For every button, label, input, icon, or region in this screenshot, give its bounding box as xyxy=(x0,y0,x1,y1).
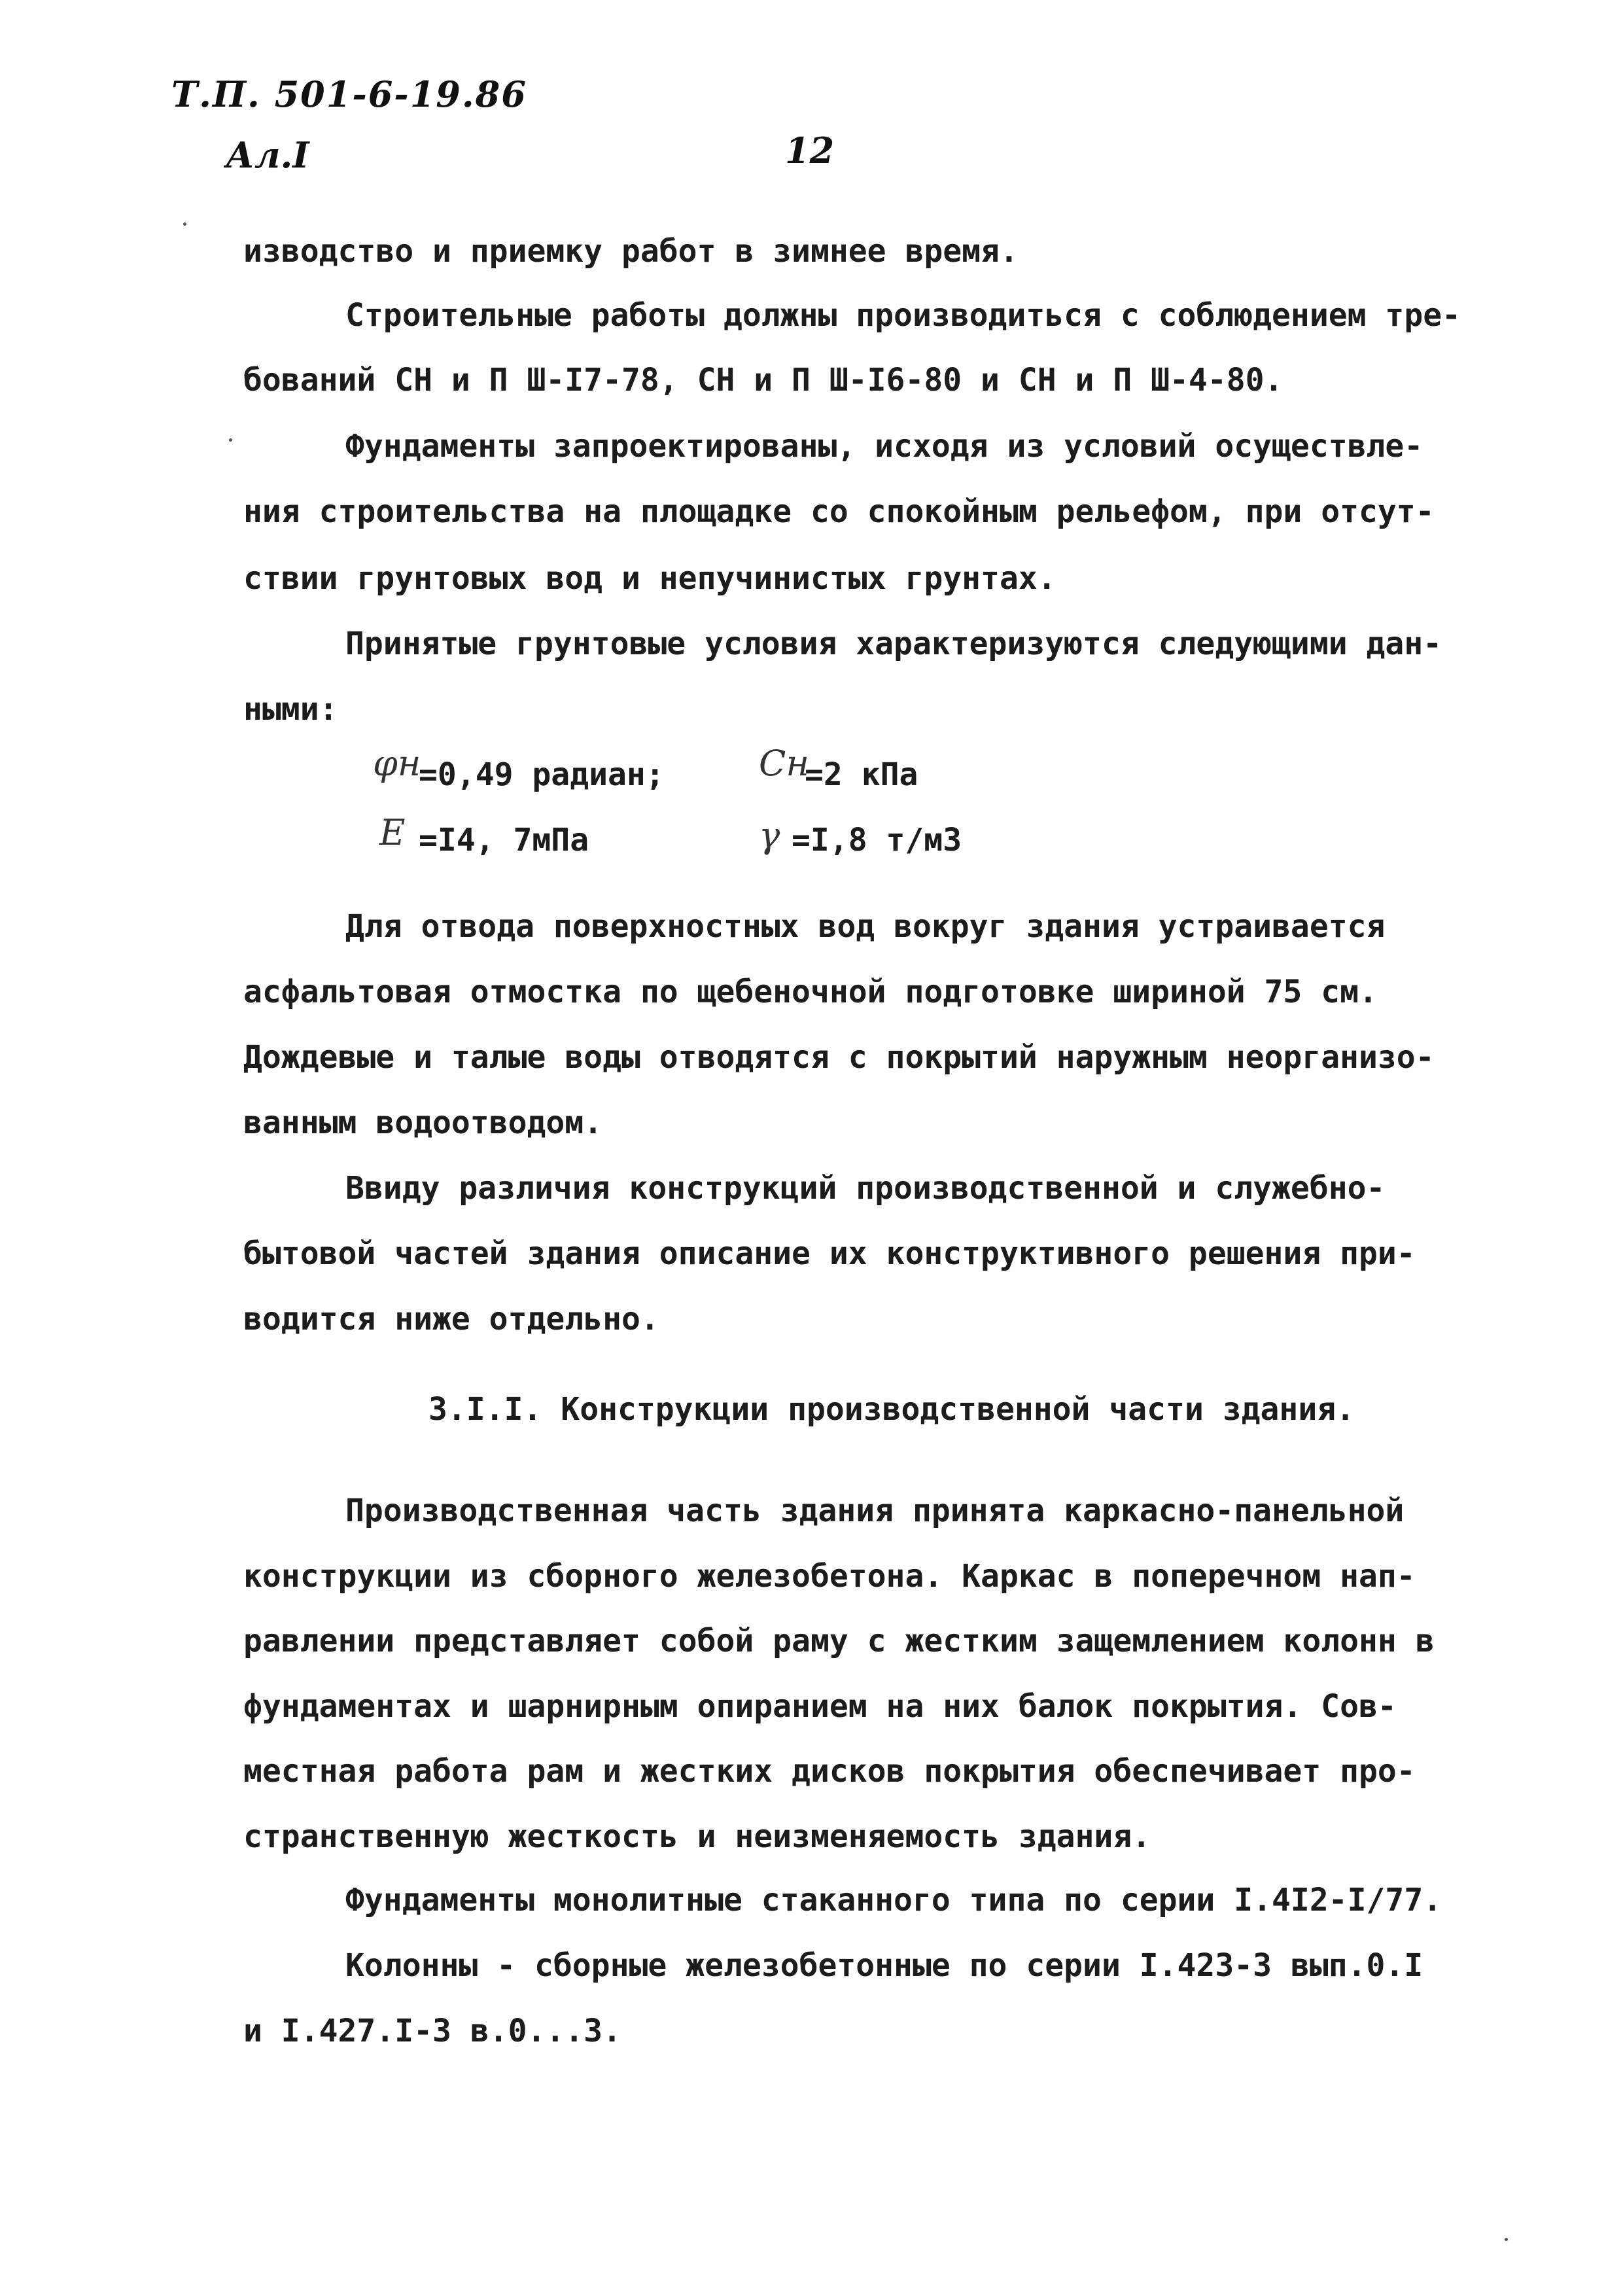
text-line: бований СН и П Ш-I7-78, СН и П Ш-I6-80 и СН и П Ш-4-80. xyxy=(243,362,1283,398)
text-line: Производственная часть здания принята каркасно-панельной xyxy=(345,1492,1405,1529)
text-line: Для отвода поверхностных вод вокруг здания устраивается xyxy=(345,908,1386,945)
text-line: ствии грунтовых вод и непучинистых грунтах. xyxy=(243,560,1056,597)
gamma-symbol: γ xyxy=(759,815,780,856)
e-symbol: Е xyxy=(379,812,406,853)
text-line: Фундаменты запроектированы, исходя из условий осуществле- xyxy=(345,428,1423,465)
text-line: конструкции из сборного железобетона. Каркас в поперечном нап- xyxy=(243,1558,1416,1595)
text-line: местная работа рам и жестких дисков покрытия обеспечивает про- xyxy=(243,1753,1416,1790)
text-line: странственную жесткость и неизменяемость здания. xyxy=(243,1818,1151,1855)
e-value: =I4, 7мПа xyxy=(419,822,589,858)
text-line: бытовой частей здания описание их конструктивного решения при- xyxy=(243,1235,1416,1272)
document-code: Т.П. 501-6-19.86 xyxy=(171,73,527,115)
phi-symbol: φн xyxy=(373,743,421,784)
text-line: ванным водоотводом. xyxy=(243,1104,603,1141)
text-line: Дождевые и талые воды отводятся с покрытий наружным неорганизо- xyxy=(243,1039,1435,1076)
text-line: Фундаменты монолитные стаканного типа по серии I.4I2-I/77. xyxy=(345,1882,1442,1918)
scan-speck xyxy=(1505,2238,1508,2241)
phi-value: =0,49 радиан; xyxy=(419,756,665,793)
text-line: ния строительства на площадке со спокойным рельефом, при отсут- xyxy=(243,493,1435,530)
scan-speck xyxy=(229,438,232,442)
text-line: изводство и приемку работ в зимнее время. xyxy=(243,233,1019,270)
text-line: фундаментах и шарнирным опиранием на них балок покрытия. Сов- xyxy=(243,1688,1397,1725)
section-heading: 3.I.I. Конструкции производственной части здания. xyxy=(428,1391,1355,1428)
text-line: Колонны - сборные железобетонные по серии I.423-3 вып.0.I xyxy=(345,1947,1423,1984)
text-line: Принятые грунтовые условия характеризуются следующими дан- xyxy=(345,626,1442,662)
text-line: Ввиду различия конструкций производственной и служебно- xyxy=(345,1170,1386,1207)
text-line: равлении представляет собой раму с жестким защемлением колонн в xyxy=(243,1623,1435,1659)
text-line: асфальтовая отмостка по щебеночной подготовке шириной 75 см. xyxy=(243,974,1378,1010)
page-number: 12 xyxy=(785,130,835,171)
text-line: ными: xyxy=(243,691,338,728)
text-line: и I.427.I-3 в.0...3. xyxy=(243,2013,621,2049)
text-line: Строительные работы должны производиться с соблюдением тре- xyxy=(345,297,1461,334)
text-line: водится ниже отдельно. xyxy=(243,1301,659,1337)
gamma-value: =I,8 т/м3 xyxy=(792,822,962,858)
sheet-label: Ал.I xyxy=(226,134,309,176)
c-symbol: Сн xyxy=(759,743,809,784)
scan-speck xyxy=(183,222,186,226)
c-value: =2 кПа xyxy=(805,756,918,793)
